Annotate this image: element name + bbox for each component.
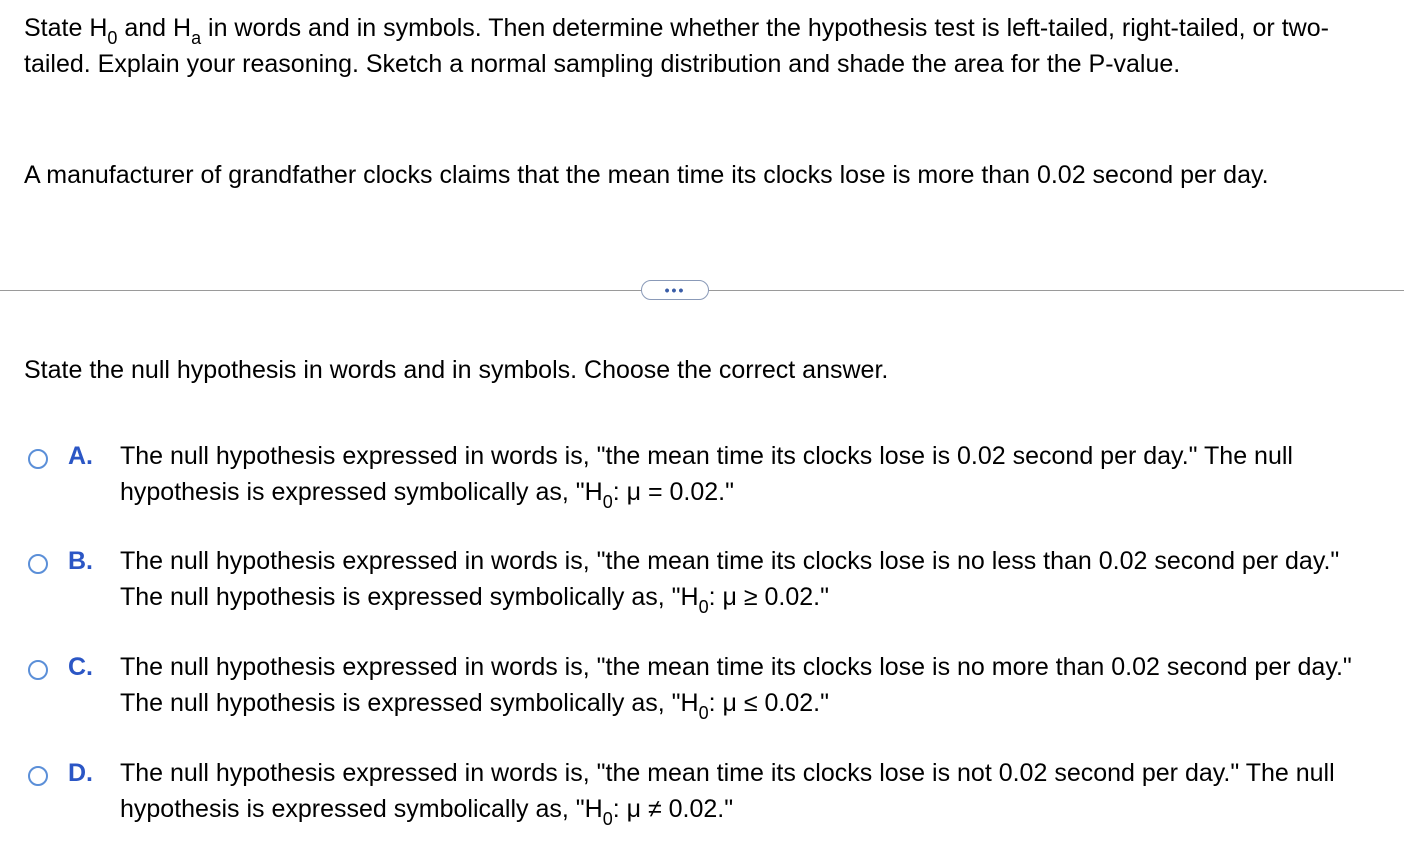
answer-option-a[interactable] [28, 438, 1388, 518]
ellipsis-icon: ••• [664, 282, 686, 298]
radio-button-d[interactable] [28, 766, 48, 786]
option-text-b: The null hypothesis expressed in words is, "the mean time its clocks lose is no less than 0.02 second per day." The null hypothesis is expressed symbolically as, "$H_0$: μ ≥ 0.02." [120, 547, 1340, 617]
radio-button-c[interactable] [28, 660, 48, 680]
answer-option-c[interactable] [28, 649, 1388, 729]
option-letter-b: B. [68, 547, 93, 575]
null-subscript: 0 [107, 28, 118, 48]
expand-more-button[interactable] [641, 280, 709, 300]
option-letter-d: D. [68, 759, 93, 787]
answer-option-b[interactable] [28, 543, 1388, 623]
option-text-d: The null hypothesis expressed in words is, "the mean time its clocks lose is not 0.02 second per day." The null hypothesis is expressed symbolically as, "$H_0$: μ ≠ 0.02." [120, 759, 1335, 829]
radio-button-b[interactable] [28, 554, 48, 574]
radio-button-a[interactable] [28, 449, 48, 469]
option-letter-a: A. [68, 442, 93, 470]
scenario-text: A manufacturer of grandfather clocks claims that the mean time its clocks lose is more than 0.02 second per day. [24, 161, 1269, 189]
option-text-a: The null hypothesis expressed in words is, "the mean time its clocks lose is 0.02 second per day." The null hypothesis is expressed symbolically as, "$H_0$: μ = 0.02." [120, 442, 1293, 512]
instructions-text: State $H_0$ and $H_a$ in words and in symbols. Then determine whether the hypothesis test is left-tailed, right-tailed, or two-tailed. Explain your reasoning. Sketch a normal sampling distribution and shade the area for the P-value. [24, 14, 1329, 78]
alt-subscript: a [191, 28, 202, 48]
answer-option-d[interactable] [28, 755, 1388, 835]
option-letter-c: C. [68, 653, 93, 681]
question-prompt: State the null hypothesis in words and in symbols. Choose the correct answer. [24, 356, 889, 384]
option-text-c: The null hypothesis expressed in words is, "the mean time its clocks lose is no more than 0.02 second per day." The null hypothesis is expressed symbolically as, "$H_0$: μ ≤ 0.02." [120, 653, 1352, 723]
